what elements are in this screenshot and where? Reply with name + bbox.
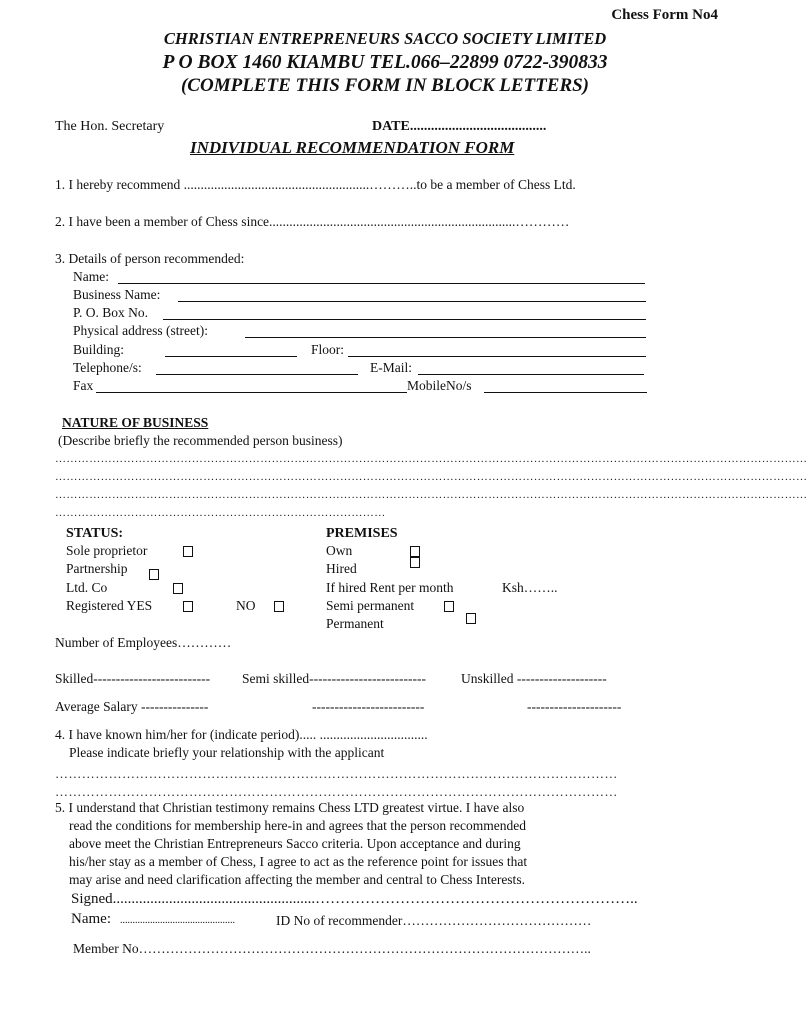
registered-yes-label: Registered YES: [66, 598, 153, 613]
floor-input-line[interactable]: [348, 356, 646, 357]
business-name-input-line[interactable]: [178, 301, 646, 302]
premises-heading: PREMISES: [326, 526, 398, 541]
email-label: E-Mail:: [370, 360, 412, 375]
rent-ksh-field[interactable]: Ksh……..: [502, 580, 558, 595]
po-box-label: P. O. Box No.: [73, 305, 149, 320]
declaration-line-2: read the conditions for membership here-in and agrees that the person recommended: [69, 818, 526, 833]
block-letters-instruction: (COMPLETE THIS FORM IN BLOCK LETTERS): [180, 75, 590, 96]
sole-proprietor-label: Sole proprietor: [66, 543, 148, 558]
relationship-instruction: Please indicate briefly your relationship with the applicant: [69, 745, 385, 760]
partnership-checkbox[interactable]: [149, 569, 159, 580]
building-label: Building:: [73, 342, 125, 357]
nature-instruction: (Describe briefly the recommended person business): [58, 433, 343, 448]
nature-dots-line-3[interactable]: ………………………………………………………………………………………………………………………………………………………………………………: [55, 489, 807, 501]
hired-label: Hired: [326, 561, 357, 576]
relationship-dots-line-1[interactable]: ………………………………………………………………………………………………………………: [55, 766, 618, 781]
details-heading: 3. Details of person recommended:: [55, 251, 245, 266]
floor-label: Floor:: [311, 342, 345, 357]
if-hired-rent-label: If hired Rent per month: [326, 580, 454, 595]
telephone-input-line[interactable]: [156, 374, 358, 375]
ltd-co-label: Ltd. Co: [66, 580, 108, 595]
name-label: Name:: [73, 269, 109, 284]
recommender-id-field[interactable]: ID No of recommender……………………………………: [276, 913, 592, 928]
permanent-checkbox[interactable]: [466, 613, 476, 624]
member-since-statement[interactable]: 2. I have been a member of Chess since.........................................................................…………: [55, 214, 570, 229]
nature-dots-line-1[interactable]: ………………………………………………………………………………………………………………………………………………………………………………: [55, 453, 807, 465]
form-number: Chess Form No4: [611, 7, 718, 23]
addressee: The Hon. Secretary: [55, 119, 165, 134]
declaration-line-4: his/her stay as a member of Chess, I agree to act as the reference point for issues that: [69, 854, 528, 869]
org-address: P O BOX 1460 KIAMBU TEL.066–22899 0722-390833: [162, 52, 608, 73]
registered-no-checkbox[interactable]: [274, 601, 284, 612]
recommender-name-field[interactable]: ..............................................: [120, 915, 235, 926]
telephone-label: Telephone/s:: [73, 360, 142, 375]
name-input-line[interactable]: [118, 283, 645, 284]
physical-address-label: Physical address (street):: [73, 323, 208, 338]
registered-yes-checkbox[interactable]: [183, 601, 193, 612]
fax-input-line[interactable]: [96, 392, 407, 393]
nature-heading: NATURE OF BUSINESS: [62, 415, 209, 430]
semi-permanent-label: Semi permanent: [326, 598, 415, 613]
partnership-label: Partnership: [66, 561, 128, 576]
semi-skilled-field[interactable]: Semi skilled--------------------------: [242, 671, 427, 686]
semi-skilled-salary-field[interactable]: -------------------------: [312, 699, 425, 714]
own-label: Own: [326, 543, 353, 558]
mobile-label: MobileNo/s: [407, 378, 472, 393]
declaration-line-5: may arise and need clarification affecting the member and central to Chess Interests.: [69, 872, 525, 887]
nature-dots-line-2[interactable]: ………………………………………………………………………………………………………………………………………………………………………………: [55, 471, 807, 483]
business-name-label: Business Name:: [73, 287, 161, 302]
signature-field[interactable]: Signed......................................................………………………………………………………..: [71, 891, 638, 907]
own-checkbox[interactable]: [410, 546, 420, 557]
unskilled-field[interactable]: Unskilled --------------------: [461, 671, 607, 686]
email-input-line[interactable]: [418, 374, 644, 375]
employees-count-field[interactable]: Number of Employees…………: [55, 635, 232, 650]
skilled-field[interactable]: Skilled--------------------------: [55, 671, 211, 686]
known-period-field[interactable]: 4. I have known him/her for (indicate period)..... ................................: [55, 727, 428, 742]
hired-checkbox[interactable]: [410, 557, 420, 568]
declaration-line-3: above meet the Christian Entrepreneurs Sacco criteria. Upon acceptance and during: [69, 836, 521, 851]
nature-dots-line-4[interactable]: ……………………………………………………………………………: [55, 507, 386, 519]
ltd-co-checkbox[interactable]: [173, 583, 183, 594]
mobile-input-line[interactable]: [484, 392, 647, 393]
status-heading: STATUS:: [66, 526, 124, 541]
po-box-input-line[interactable]: [163, 319, 646, 320]
relationship-dots-line-2[interactable]: ………………………………………………………………………………………………………………: [55, 784, 618, 799]
unskilled-salary-field[interactable]: ---------------------: [527, 699, 622, 714]
org-name: CHRISTIAN ENTREPRENEURS SACCO SOCIETY LIMITED: [163, 29, 607, 48]
registered-no-label: NO: [236, 598, 256, 613]
recommender-name-label: Name:: [71, 911, 111, 927]
fax-label: Fax: [73, 378, 94, 393]
building-input-line[interactable]: [165, 356, 297, 357]
average-salary-field[interactable]: Average Salary ---------------: [55, 699, 209, 714]
permanent-label: Permanent: [326, 616, 384, 631]
physical-address-input-line[interactable]: [245, 337, 646, 338]
recommend-statement[interactable]: 1. I hereby recommend .......................................................………..to be a member of Chess Ltd.: [55, 177, 576, 192]
member-number-field[interactable]: Member No………………………………………………………………………………………..: [73, 941, 591, 956]
date-field[interactable]: DATE.......................................: [372, 119, 547, 134]
declaration-line-1: 5. I understand that Christian testimony remains Chess LTD greatest virtue. I have also: [55, 800, 525, 815]
form-title: INDIVIDUAL RECOMMENDATION FORM: [190, 138, 515, 157]
semi-permanent-checkbox[interactable]: [444, 601, 454, 612]
sole-proprietor-checkbox[interactable]: [183, 546, 193, 557]
